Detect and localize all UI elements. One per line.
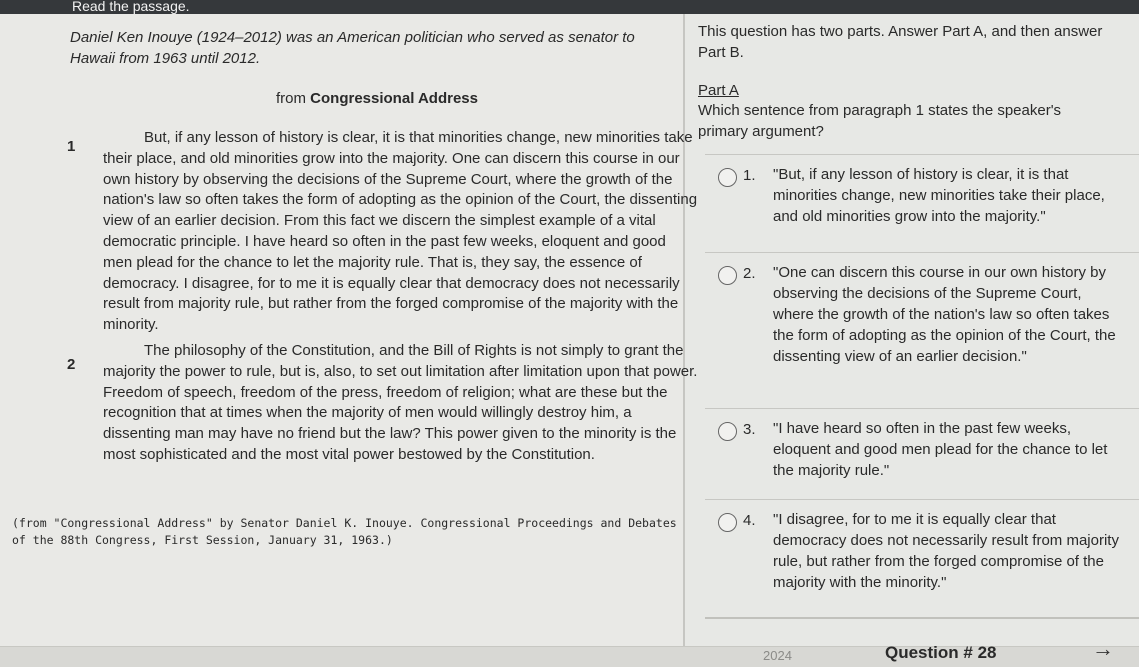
choice-4-radio-button[interactable] bbox=[718, 513, 737, 532]
part-a-question: Which sentence from paragraph 1 states the speaker's primary argument? bbox=[698, 102, 1062, 140]
question-number: Question # 28 bbox=[885, 643, 997, 662]
answer-choice-3[interactable] bbox=[705, 408, 1139, 499]
paragraph-number-2: 2 bbox=[67, 356, 76, 373]
choice-1-radio-button[interactable] bbox=[718, 168, 737, 187]
choice-2-number: 2. bbox=[743, 265, 756, 282]
faint-year-text: 2024 bbox=[763, 648, 792, 663]
question-instructions: This question has two parts. Answer Part A, and then answer Part B. bbox=[698, 23, 1103, 61]
paragraph-1-text: But, if any lesson of history is clear, it is that minorities change, new minorities take their place, and old minorities grow into the majority. One can discern this course in our own history by observing the decisions of the Supreme Court, where the growth of the nation's law so often takes the form of adopting as the opinion of the Court, the dissenting view of an earlier decision. From this fact we discern the simplest example of a vital democratic principle. I have heard so often in the past few weeks, eloquent and good men plead for the chance to let the majority rule. That is, they say, the essence of democracy. I disagree, for to me it is equally clear that democracy does not necessarily result from majority rule, but rather from the forged compromise of the majority with the minority. bbox=[103, 129, 698, 334]
choice-2-radio-button[interactable] bbox=[718, 266, 737, 285]
paragraph-1 bbox=[103, 128, 698, 336]
passage-instruction-bar bbox=[0, 0, 1139, 14]
choice-4-number: 4. bbox=[743, 512, 756, 529]
paragraph-2 bbox=[103, 341, 698, 466]
answer-choice-2[interactable] bbox=[705, 252, 1139, 408]
choice-1-text: "But, if any lesson of history is clear, it is that minorities change, new minorities take their place, and old minorities grow into the majority." bbox=[773, 166, 1105, 225]
choice-3-text: "I have heard so often in the past few weeks, eloquent and good men plead for the chance to let the majority rule." bbox=[773, 420, 1108, 479]
choice-3-number: 3. bbox=[743, 421, 756, 438]
choice-1-number: 1. bbox=[743, 167, 756, 184]
source-name: Congressional Address bbox=[310, 90, 478, 107]
next-arrow-icon[interactable]: → bbox=[1092, 636, 1114, 661]
paragraph-2-text: The philosophy of the Constitution, and the Bill of Rights is not simply to grant the majority the power to rule, but is, also, to set out limitation after limitation upon that power. Freedom of speech, freedom of the press, freedom of religion; what are these but the recognition that at times when the majority of men would willingly destroy him, a dissenting man may have no friend but the law? This power given to the minority is the most sophisticated and the most vital power bestowed by the Constitution. bbox=[103, 342, 698, 463]
passage-citation: (from "Congressional Address" by Senator Daniel K. Inouye. Congressional Proceedings and Debates of the 88th Congress, First Session, January 31, 1963.) bbox=[12, 516, 677, 547]
answer-choice-1[interactable] bbox=[705, 154, 1139, 252]
read-passage-instruction: Read the passage. bbox=[72, 0, 190, 14]
passage-introduction: Daniel Ken Inouye (1924–2012) was an American politician who served as senator to Hawaii from 1963 until 2012. bbox=[70, 29, 635, 67]
passage-source-title bbox=[276, 90, 478, 107]
source-prefix: from bbox=[276, 90, 306, 107]
part-a-label: Part A bbox=[698, 82, 739, 99]
paragraph-number-1: 1 bbox=[67, 138, 76, 155]
answer-choice-4[interactable] bbox=[705, 499, 1139, 619]
choice-4-text: "I disagree, for to me it is equally clear that democracy does not necessarily result from majority rule, but rather from the forged compromise of the majority with the minority." bbox=[773, 511, 1119, 591]
choice-2-text: "One can discern this course in our own history by observing the decisions of the Supreme Court, where the growth of the nation's law so often takes the form of adopting as the opinion of the Court, the dissenting view of an earlier decision." bbox=[773, 264, 1116, 365]
choice-3-radio-button[interactable] bbox=[718, 422, 737, 441]
